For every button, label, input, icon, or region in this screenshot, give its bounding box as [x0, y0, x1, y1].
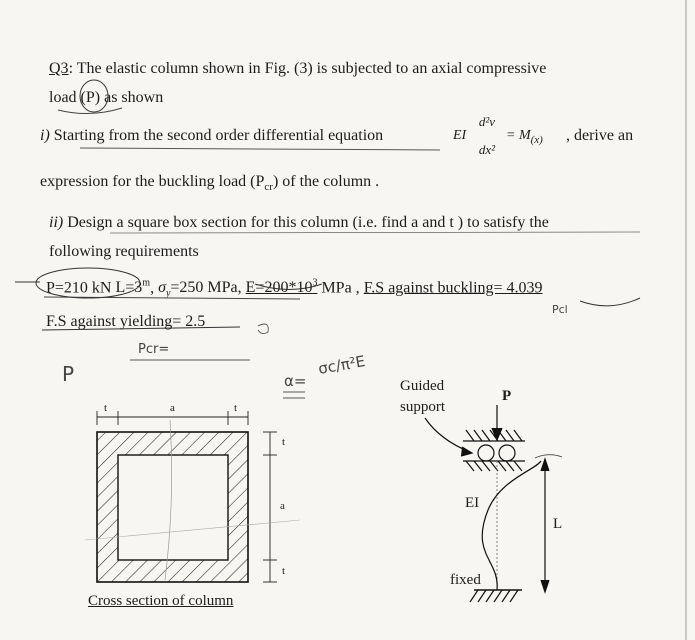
req-modulus: $E=200*10^3$ — [245, 278, 318, 297]
part-ii-line-2: following requirements — [49, 243, 199, 260]
handwritten-notes — [130, 324, 305, 398]
dim-t-side-bottom: t — [282, 565, 286, 577]
req-fs-yielding: F.S against yielding= 2.5 — [46, 313, 206, 330]
req-length: $L=3^m$ — [115, 278, 151, 297]
part-i-line-2: expression for the buckling load $(P_{cr})$ of the column . — [40, 173, 380, 194]
hand-pcr: Pcr= — [138, 342, 170, 357]
fixed-label: fixed — [450, 572, 481, 588]
dim-a-side: a — [280, 500, 285, 512]
dim-t-left: t — [104, 402, 108, 414]
question-intro: : The elastic column shown in Fig. (3) is subjected to an axial compressive — [68, 60, 547, 77]
dim-a-top: a — [170, 402, 175, 414]
req-yield-stress: $\sigma_y=250$ MPa, — [158, 279, 242, 300]
ei-label: EI — [465, 495, 480, 511]
eq-lhs: EI — [453, 128, 467, 143]
guided-label-1: Guided — [400, 378, 445, 394]
hand-formula: σc/π²E — [316, 352, 367, 378]
brace-fs — [580, 298, 640, 306]
eq-numerator: d²v — [478, 114, 496, 129]
part-i-text: Starting from the second order differential equation — [53, 127, 384, 144]
requirements-line: P=210 kN $L=3^m$, $\sigma_y=250$ MPa, $E=200*10^3$ MPa , F.S against buckling= 4.039 — [46, 278, 543, 300]
req-load: P=210 kN — [46, 279, 112, 297]
length-label: L — [553, 516, 563, 532]
load-label: P — [502, 388, 512, 404]
req-modulus-unit: MPa , — [321, 279, 360, 297]
eq-rhs: = $M_{(x)}$ — [506, 128, 543, 146]
dimension-right — [263, 432, 277, 582]
dim-t-side-top: t — [282, 436, 286, 448]
hand-alpha: α= — [284, 372, 307, 390]
dim-t-right: t — [234, 402, 238, 414]
underline-part-i — [80, 148, 440, 150]
part-i-label: i) — [40, 127, 50, 144]
question-number: Q3 — [49, 60, 69, 77]
eq-denominator: dx² — [478, 142, 496, 157]
cross-section-caption: Cross section of column — [88, 593, 234, 609]
underline-yield — [42, 327, 240, 330]
guided-label-2: support — [400, 399, 445, 415]
circle-load — [36, 268, 140, 298]
hand-pcl: Pcl — [552, 303, 568, 316]
part-ii-text: Design a square box section for this column (i.e. find a and t ) to satisfy the — [67, 214, 549, 231]
hand-p: P — [62, 362, 75, 386]
underline-load — [58, 108, 122, 114]
question-intro-2: load (P) as shown — [49, 89, 164, 106]
part-ii-label: ii) — [49, 214, 64, 231]
req-fs-buckling: F.S against buckling= 4.039 — [363, 279, 543, 297]
box-section — [97, 432, 248, 582]
circle-p — [80, 80, 108, 112]
column-diagram — [425, 405, 562, 602]
underline-part-ii — [110, 232, 640, 233]
brace-stress — [255, 284, 322, 290]
part-i-tail: , derive an — [566, 127, 634, 144]
